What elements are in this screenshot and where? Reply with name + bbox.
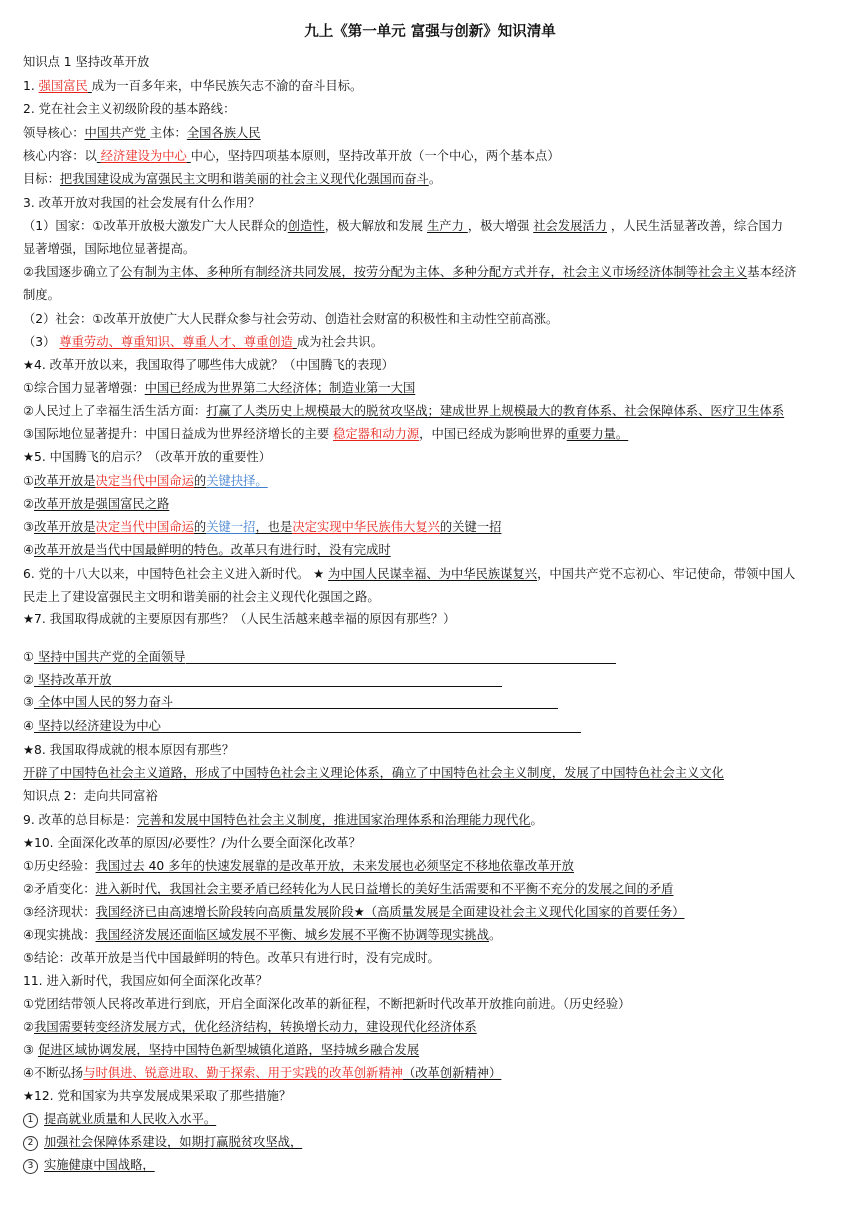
doc-line bbox=[23, 811, 839, 832]
text-segment: 11. 进入新时代，我国应如何全面深化改革？ bbox=[23, 974, 268, 988]
text-segment: 尊重劳动、尊重知识、尊重人才、尊重创造 bbox=[59, 335, 293, 349]
doc-line bbox=[23, 693, 839, 714]
doc-line bbox=[23, 648, 839, 669]
text-segment: 6. 党的十八大以来，中国特色社会主义进入新时代。 ★ bbox=[23, 567, 329, 581]
text-segment: 的 bbox=[193, 520, 207, 534]
doc-line bbox=[23, 1041, 839, 1062]
text-segment: 目标： bbox=[23, 172, 60, 186]
doc-line bbox=[23, 741, 839, 762]
doc-line bbox=[23, 787, 839, 808]
doc-line bbox=[23, 263, 839, 284]
text-segment: ，中国共产党不忘初心、牢记使命，带领中国人 bbox=[537, 567, 796, 581]
text-segment: ★5. 中国腾飞的启示？（改革开放的重要性） bbox=[23, 450, 272, 464]
doc-line bbox=[23, 333, 839, 354]
text-segment: ① bbox=[23, 650, 35, 664]
text-segment: ，也是 bbox=[255, 520, 293, 534]
circled-number: 2 bbox=[23, 1136, 38, 1151]
text-segment: ，人民生活显著改善，综合国力 bbox=[607, 219, 784, 233]
text-segment: 基本经济 bbox=[747, 265, 797, 279]
text-segment: ②矛盾变化： bbox=[23, 882, 96, 896]
text-segment: 强国富民 bbox=[38, 79, 88, 93]
text-segment: 改革开放是 bbox=[34, 474, 96, 488]
text-segment: ④ bbox=[23, 719, 35, 733]
doc-line bbox=[23, 610, 839, 631]
doc-line bbox=[23, 217, 839, 238]
doc-line bbox=[23, 903, 839, 924]
text-segment: ① bbox=[23, 474, 35, 488]
text-segment: 领导核心： bbox=[23, 126, 85, 140]
doc-line bbox=[23, 1156, 839, 1177]
doc-line bbox=[23, 972, 839, 993]
text-segment: ③ bbox=[23, 1043, 38, 1057]
text-segment: 。 bbox=[489, 928, 502, 942]
text-segment: 稳定器和动力源 bbox=[333, 427, 420, 441]
text-segment: ③国际地位显著提升：中国日益成为世界经济增长的主要 bbox=[23, 427, 334, 441]
text-segment: 关键抉择。 bbox=[206, 474, 268, 488]
text-segment: ② bbox=[23, 497, 35, 511]
doc-line bbox=[23, 100, 839, 121]
text-segment: 知识点 2：走向共同富裕 bbox=[23, 789, 158, 803]
text-segment: 全体中国人民的努力奋斗 bbox=[34, 695, 174, 709]
doc-line bbox=[23, 286, 839, 307]
text-segment: 中国已经成为世界第二大经济体；制造业第一大国 bbox=[144, 381, 416, 395]
doc-line bbox=[23, 356, 839, 377]
text-segment: 加强社会保障体系建设，如期打赢脱贫攻坚战， bbox=[44, 1135, 303, 1149]
text-segment: （改革创新精神） bbox=[402, 1066, 502, 1080]
text-segment: 我国需要转变经济发展方式，优化经济结构，转换增长动力，建设现代化经济体系 bbox=[34, 1020, 477, 1034]
text-segment: 1. bbox=[23, 79, 39, 93]
doc-line bbox=[23, 834, 839, 855]
text-segment: ①历史经验： bbox=[23, 859, 96, 873]
doc-line bbox=[23, 995, 839, 1016]
circled-number: 3 bbox=[23, 1159, 38, 1174]
text-segment: 坚持改革开放 bbox=[34, 673, 112, 687]
text-segment: 公有制为主体、多种所有制经济共同发展，按劳分配为主体、多种分配方式并存，社会主义市场经济体制等社会主义 bbox=[120, 265, 748, 279]
text-segment: ，中国已经成为影响世界的 bbox=[419, 427, 567, 441]
text-segment: 把我国建设成为富强民主文明和谐美丽的社会主义现代化强国而奋斗 bbox=[59, 172, 429, 186]
doc-line bbox=[23, 880, 839, 901]
text-segment: 9. 改革的总目标是： bbox=[23, 813, 138, 827]
text-segment: 促进区域协调发展，坚持中国特色新型城镇化道路，坚持城乡融合发展 bbox=[37, 1043, 420, 1057]
doc-line bbox=[23, 541, 839, 562]
doc-line bbox=[23, 1087, 839, 1108]
text-segment: 我国经济发展还面临区域发展不平衡、城乡发展不平衡不协调等现实挑战 bbox=[95, 928, 490, 942]
answer-blank-line bbox=[161, 718, 581, 733]
text-segment: 主体： bbox=[149, 126, 187, 140]
text-segment: 我国过去 40 多年的快速发展靠的是改革开放，未来发展也必须坚定不移地依靠改革开放 bbox=[95, 859, 574, 873]
text-segment: 的关键一招 bbox=[439, 520, 502, 534]
doc-line bbox=[23, 717, 839, 738]
text-segment: 与时俱进、锐意进取、勤于探索、用于实践的改革创新精神 bbox=[83, 1066, 403, 1080]
page-title: 九上《第一单元 富强与创新》知识清单 bbox=[304, 24, 556, 40]
text-segment: ①党团结带领人民将改革进行到底，开启全面深化改革的新征程，不断把新时代改革开放推向前进。（历史经验） bbox=[23, 997, 631, 1011]
doc-line bbox=[23, 425, 839, 446]
doc-line bbox=[23, 240, 839, 261]
text-segment: 完善和发展中国特色社会主义制度，推进国家治理体系和治理能力现代化 bbox=[137, 813, 531, 827]
answer-blank-line bbox=[112, 672, 502, 687]
text-segment: ★12. 党和国家为共享发展成果采取了那些措施？ bbox=[23, 1089, 292, 1103]
text-segment: （1）国家：①改革开放极大激发广大人民群众的 bbox=[23, 219, 288, 233]
text-segment: 制度。 bbox=[23, 288, 60, 302]
text-segment: 改革开放是强国富民之路 bbox=[34, 497, 170, 511]
text-segment: ⑤结论：改革开放是当代中国最鲜明的特色。改革只有进行时，没有完成时。 bbox=[23, 951, 440, 965]
text-segment: ②人民过上了幸福生活生活方面： bbox=[23, 404, 207, 418]
text-segment: 。 bbox=[428, 172, 442, 186]
text-segment: ★8. 我国取得成就的根本原因有那些？ bbox=[23, 743, 235, 757]
doc-line bbox=[23, 671, 839, 692]
doc-line bbox=[23, 764, 839, 785]
text-segment: 生产力 bbox=[427, 219, 468, 233]
doc-line bbox=[23, 565, 839, 586]
text-segment: ② bbox=[23, 673, 35, 687]
text-segment: 改革开放是 bbox=[34, 520, 96, 534]
text-segment: 显著增强，国际地位显著提高。 bbox=[23, 242, 196, 256]
text-segment: 知识点 1 坚持改革开放 bbox=[23, 55, 150, 69]
text-segment: 民走上了建设富强民主文明和谐美丽的社会主义现代化强国之路。 bbox=[23, 590, 380, 604]
doc-line bbox=[23, 53, 839, 74]
doc-line bbox=[23, 472, 839, 493]
doc-line bbox=[23, 1133, 839, 1154]
text-segment: 决定当代中国命运 bbox=[95, 520, 194, 534]
text-segment: ，极大解放和发展 bbox=[324, 219, 427, 233]
text-segment: 的 bbox=[193, 474, 207, 488]
doc-line bbox=[23, 857, 839, 878]
text-segment: 成为一百多年来，中华民族矢志不渝的奋斗目标。 bbox=[91, 79, 363, 93]
text-segment: ③ bbox=[23, 695, 35, 709]
answer-blank-line bbox=[186, 649, 616, 664]
doc-line bbox=[23, 926, 839, 947]
text-segment: 关键一招 bbox=[206, 520, 256, 534]
text-segment: ，极大增强 bbox=[467, 219, 534, 233]
text-segment: 创造性 bbox=[287, 219, 325, 233]
text-segment: ③经济现状： bbox=[23, 905, 96, 919]
text-segment: ★10. 全面深化改革的原因/必要性？/为什么要全面深化改革？ bbox=[23, 836, 361, 850]
text-segment: 。 bbox=[530, 813, 543, 827]
text-segment: 进入新时代，我国社会主要矛盾已经转化为人民日益增长的美好生活需要和不平衡不充分的发展之间的矛盾 bbox=[95, 882, 674, 896]
doc-line bbox=[23, 402, 839, 423]
text-segment: 核心内容：以 bbox=[23, 149, 97, 163]
text-segment: （3） bbox=[23, 335, 60, 349]
text-segment: 打赢了人类历史上规模最大的脱贫攻坚战；建成世界上规模最大的教育体系、社会保障体系、医疗卫生体系 bbox=[206, 404, 785, 418]
doc-line bbox=[23, 495, 839, 516]
doc-line bbox=[23, 1018, 839, 1039]
text-segment: ①综合国力显著增强： bbox=[23, 381, 145, 395]
text-segment: ★4. 改革开放以来，我国取得了哪些伟大成就？（中国腾飞的表现） bbox=[23, 358, 394, 372]
text-segment: ④现实挑战： bbox=[23, 928, 96, 942]
text-segment: 决定实现中华民族伟大复兴 bbox=[292, 520, 440, 534]
text-segment: 成为社会共识。 bbox=[296, 335, 383, 349]
doc-line bbox=[23, 170, 839, 191]
text-segment: ④不断弘扬 bbox=[23, 1066, 84, 1080]
answer-blank-line bbox=[173, 694, 558, 709]
text-segment: ②我国逐步确立了 bbox=[23, 265, 121, 279]
text-segment: 提高就业质量和人民收入水平。 bbox=[44, 1112, 217, 1126]
circled-number: 1 bbox=[23, 1113, 38, 1128]
doc-line bbox=[23, 1110, 839, 1131]
doc-line bbox=[23, 588, 839, 609]
text-segment: ② bbox=[23, 1020, 35, 1034]
text-segment: ★7. 我国取得成就的主要原因有那些？（人民生活越来越幸福的原因有那些？） bbox=[23, 612, 456, 626]
doc-line bbox=[23, 949, 839, 970]
text-segment: 为中国人民谋幸福、为中华民族谋复兴 bbox=[328, 567, 538, 581]
text-segment: ④ bbox=[23, 543, 35, 557]
text-segment: 3. 改革开放对我国的社会发展有什么作用？ bbox=[23, 196, 260, 210]
text-segment: （2）社会：①改革开放使广大人民群众参与社会劳动、创造社会财富的积极性和主动性空前高涨。 bbox=[23, 312, 559, 326]
doc-line bbox=[23, 147, 839, 168]
text-segment: ③ bbox=[23, 520, 35, 534]
doc-line bbox=[23, 194, 839, 215]
text-segment: 决定当代中国命运 bbox=[95, 474, 194, 488]
text-segment: 中国共产党 bbox=[84, 126, 150, 140]
text-segment: 中心，坚持四项基本原则，坚持改革开放（一个中心，两个基本点） bbox=[190, 149, 560, 163]
text-segment: 坚持以经济建设为中心 bbox=[34, 719, 161, 733]
text-segment: 全国各族人民 bbox=[186, 126, 261, 140]
text-segment: 开辟了中国特色社会主义道路，形成了中国特色社会主义理论体系，确立了中国特色社会主义制度，发展了中国特色社会主义文化 bbox=[23, 766, 724, 780]
text-segment: 社会发展活力 bbox=[533, 219, 608, 233]
doc-line bbox=[23, 77, 839, 98]
doc-line bbox=[23, 124, 839, 145]
text-segment: 重要力量。 bbox=[566, 427, 629, 441]
doc-line bbox=[23, 379, 839, 400]
doc-line bbox=[23, 448, 839, 469]
text-segment: 坚持中国共产党的全面领导 bbox=[34, 650, 186, 664]
text-segment: 经济建设为中心 bbox=[100, 149, 187, 163]
text-segment: 2. 党在社会主义初级阶段的基本路线： bbox=[23, 102, 236, 116]
doc-line bbox=[23, 518, 839, 539]
text-segment: 实施健康中国战略， bbox=[44, 1158, 155, 1172]
doc-line bbox=[23, 310, 839, 331]
doc-line bbox=[23, 1064, 839, 1085]
text-segment: 改革开放是当代中国最鲜明的特色。改革只有进行时，没有完成时 bbox=[34, 543, 391, 557]
text-segment: 我国经济已由高速增长阶段转向高质量发展阶段★（高质量发展是全面建设社会主义现代化国家的首要任务） bbox=[95, 905, 685, 919]
